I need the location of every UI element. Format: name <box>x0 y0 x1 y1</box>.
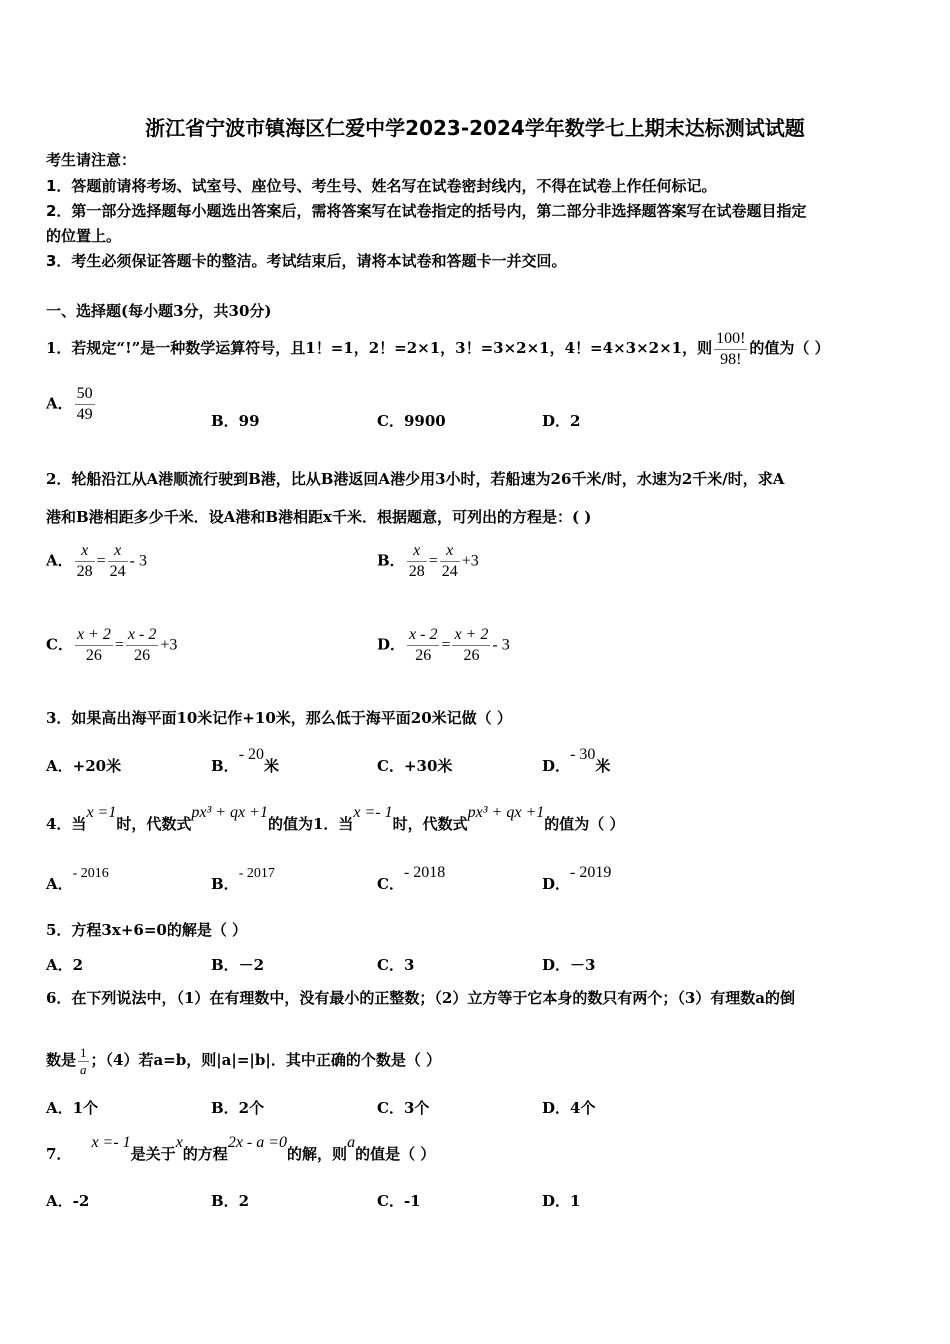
option-c[interactable]: C．3 <box>377 956 415 974</box>
question-text: 1．若规定“!”是一种数学运算符号，且1！=1，2！=2×1，3！=3×2×1，4！=4×3×2×1，则 <box>46 339 713 357</box>
question-6-cont: 数是 $\frac{1}{a}$ ；（4）若a=b，则|a|=|b|．其中正确的个数是（ ） <box>46 1044 442 1077</box>
option-a[interactable]: A． $\frac{50}{49}$ <box>46 385 93 423</box>
question-7: 7．x =- 1是关于x的方程2x - a =0的解，则a的值是（ ） <box>46 1134 436 1163</box>
option-a[interactable]: A． $\frac{x}{28}$ = $\frac{x}{24}$ - 3 <box>46 542 147 580</box>
option-b[interactable]: B．- 2017 <box>211 866 275 893</box>
option-d[interactable]: D．1 <box>542 1192 581 1210</box>
option-c[interactable]: C．3个 <box>377 1099 430 1117</box>
option-c[interactable]: C．+30米 <box>377 757 453 775</box>
notice-item: 3．考生必须保证答题卡的整洁。考试结束后，请将本试卷和答题卡一并交回。 <box>46 252 567 270</box>
question-3: 3．如果高出海平面10米记作+10米，那么低于海平面20米记做（ ） <box>46 709 512 727</box>
option-b[interactable]: B．- 20米 <box>211 746 280 775</box>
question-5: 5．方程3x+6=0的解是（ ） <box>46 921 248 939</box>
option-d[interactable]: D．2 <box>542 412 581 430</box>
option-b[interactable]: B．－2 <box>211 956 265 974</box>
option-c[interactable]: C．-1 <box>377 1192 421 1210</box>
question-2: 2．轮船沿江从A港顺流行驶到B港，比从B港返回A港少用3小时，若船速为26千米/时，水速为2千米/时，求A <box>46 470 785 488</box>
page-title: 浙江省宁波市镇海区仁爱中学2023-2024学年数学七上期末达标测试试题 <box>145 116 805 140</box>
option-d[interactable]: D．4个 <box>542 1099 596 1117</box>
option-b[interactable]: B．99 <box>211 412 260 430</box>
notice-heading: 考生请注意： <box>46 151 137 169</box>
option-a[interactable]: A．+20米 <box>46 757 122 775</box>
question-6: 6．在下列说法中，（1）在有理数中，没有最小的正整数；（2）立方等于它本身的数只有两个；（3）有理数a的倒 <box>46 989 795 1007</box>
question-4: 4．当x =1时，代数式px³ + qx +1的值为1．当x =- 1时，代数式px³ + qx +1的值为（ ） <box>46 804 625 833</box>
option-d[interactable]: D． $\frac{x - 2}{26}$ = $\frac{x + 2}{26}$ - 3 <box>377 626 510 664</box>
option-d[interactable]: D．－3 <box>542 956 596 974</box>
option-d[interactable]: D．- 30米 <box>542 746 611 775</box>
notice-item: 1．答题前请将考场、试室号、座位号、考生号、姓名写在试卷密封线内，不得在试卷上作任何标记。 <box>46 177 717 195</box>
option-a[interactable]: A．1个 <box>46 1099 99 1117</box>
option-c[interactable]: C．9900 <box>377 412 446 430</box>
question-2-cont: 港和B港相距多少千米．设A港和B港相距x千米．根据题意，可列出的方程是：( ) <box>46 508 592 526</box>
option-a[interactable]: A．2 <box>46 956 84 974</box>
section-heading: 一、选择题(每小题3分，共30分) <box>46 302 272 320</box>
option-b[interactable]: B．2 <box>211 1192 250 1210</box>
question-text: 的值为（ ） <box>749 339 830 357</box>
option-a[interactable]: A．- 2016 <box>46 866 109 893</box>
option-b[interactable]: B．2个 <box>211 1099 265 1117</box>
option-c[interactable]: C． $\frac{x + 2}{26}$ = $\frac{x - 2}{26}$ +3 <box>46 626 178 664</box>
option-b[interactable]: B． $\frac{x}{28}$ = $\frac{x}{24}$ +3 <box>377 542 479 580</box>
notice-item: 2．第一部分选择题每小题选出答案后，需将答案写在试卷指定的括号内，第二部分非选择题答案写在试卷题目指定 <box>46 202 807 220</box>
fraction: $\frac{100!}{98!}$ <box>716 329 746 368</box>
option-d[interactable]: D．- 2019 <box>542 864 612 893</box>
option-a[interactable]: A．-2 <box>46 1192 90 1210</box>
option-c[interactable]: C．- 2018 <box>377 864 446 893</box>
question-1 <box>46 328 830 370</box>
notice-item: 的位置上。 <box>46 227 122 245</box>
